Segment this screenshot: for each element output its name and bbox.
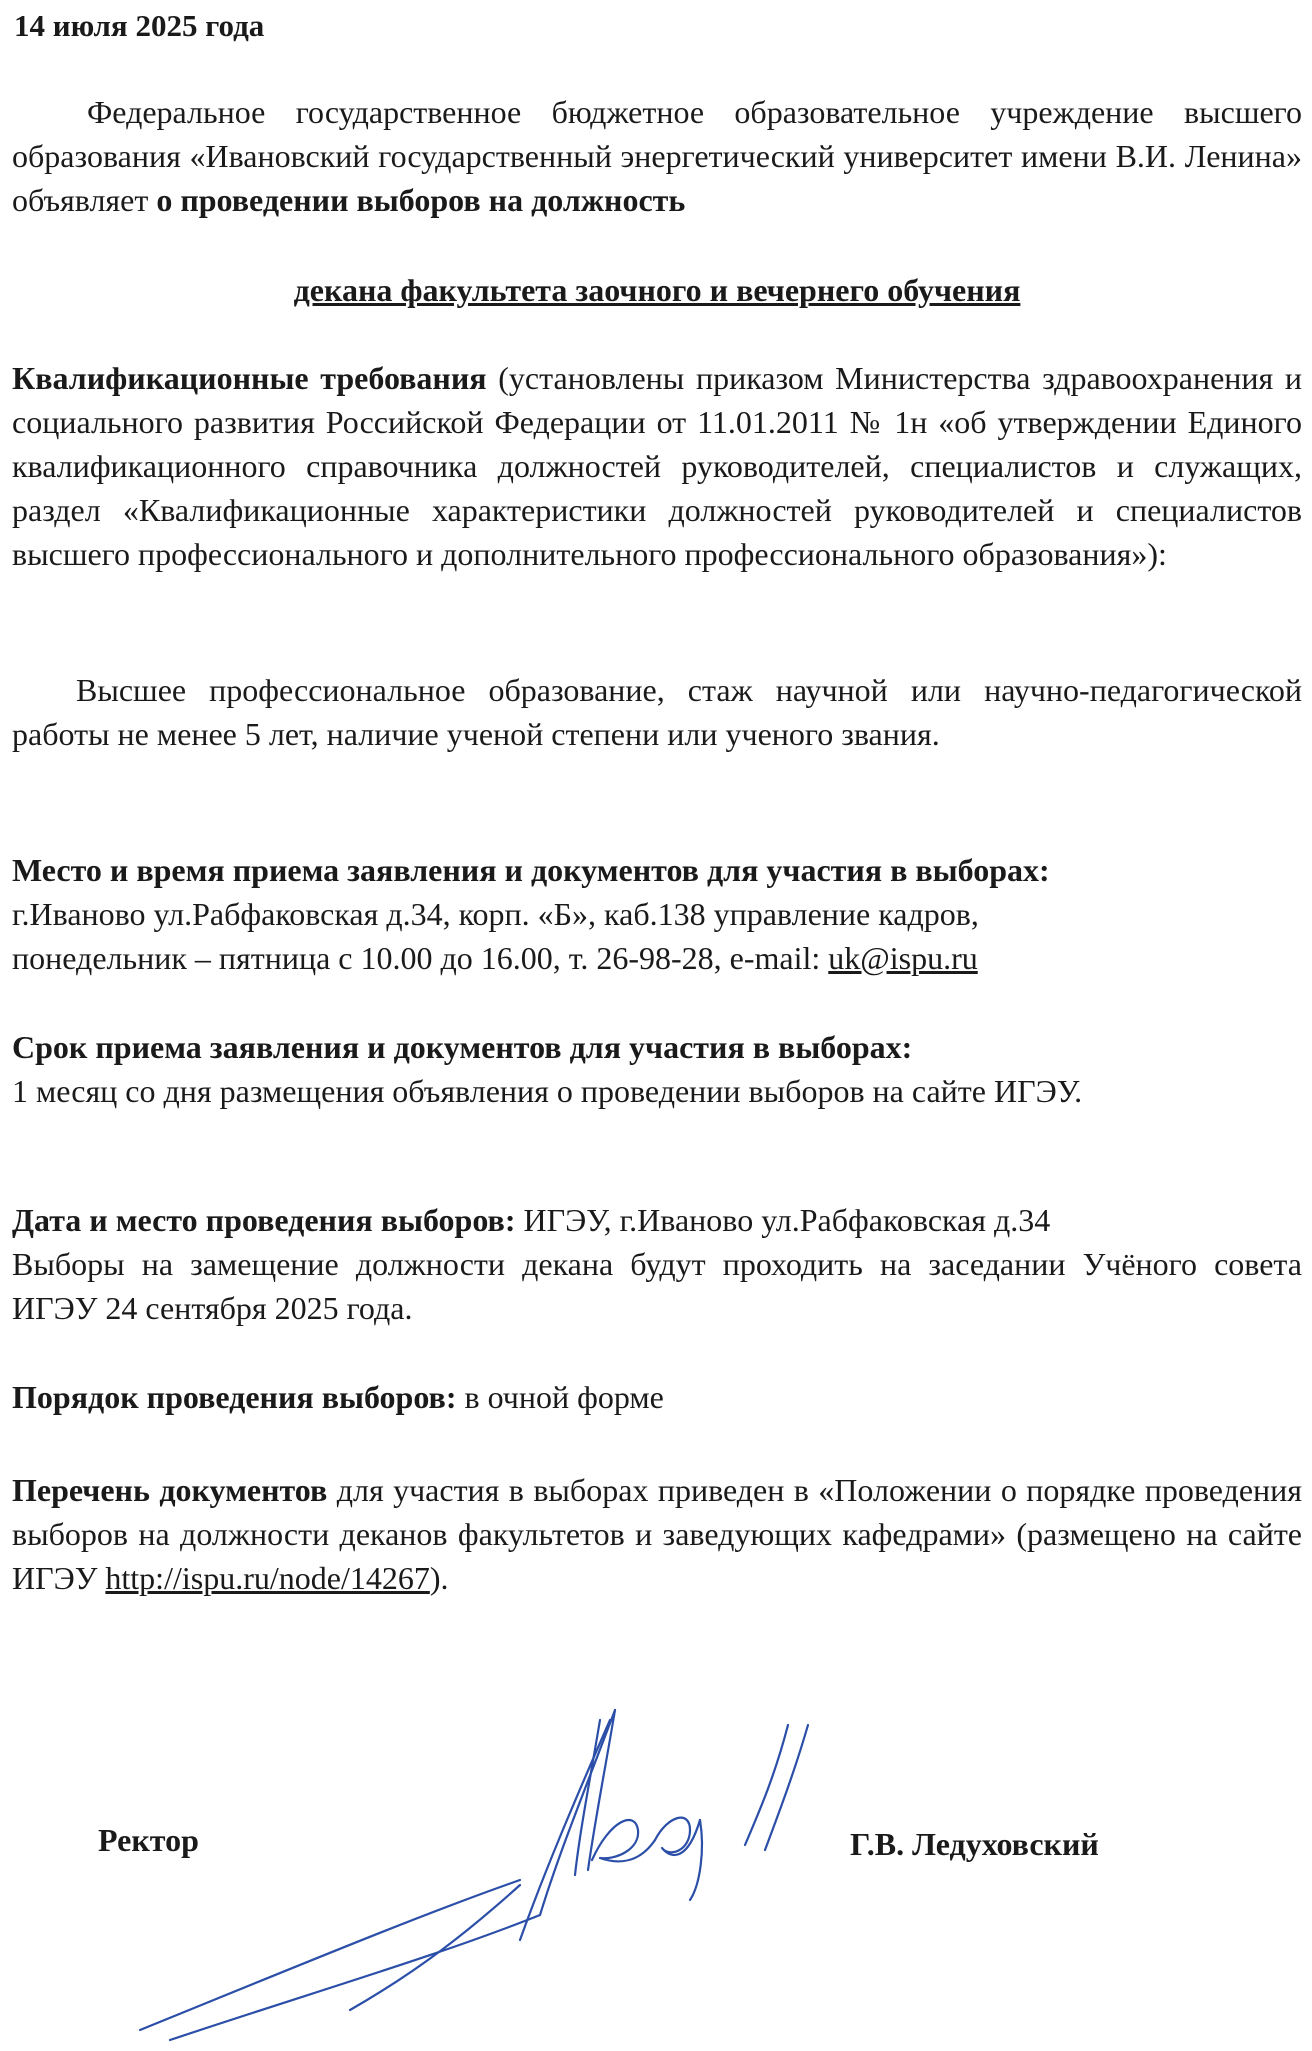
election-text: Выборы на замещение должности декана будут проходить на заседании Учёного совета ИГЭУ 24 сентября 2025 года. [12, 1246, 1302, 1326]
qualification-heading: Квалификационные требования [12, 360, 487, 396]
announcement-bold: о проведении выборов на должность [156, 182, 686, 218]
order-heading: Порядок проведения выборов: [12, 1379, 457, 1415]
place-time-line2: понедельник – пятница с 10.00 до 16.00, т. 26-98-28, e-mail: [12, 940, 829, 976]
election-heading: Дата и место проведения выборов: [12, 1202, 516, 1238]
announcement-paragraph [12, 90, 1302, 222]
qualification-text: (установлены приказом Министерства здравоохранения и социального развития Российской Федерации от 11.01.2011 № 1н «об утверждении Единого квалификационного справочника должностей руководителей, специалистов и служащих, раздел «Квалификационные характеристики должностей руководителей и специалистов высшего профессионального и дополнительного профессионального образования»): [12, 360, 1303, 572]
election-section [12, 1198, 1302, 1330]
term-section [12, 1025, 1302, 1113]
qualification-requirements: Высшее профессиональное образование, стаж научной или научно-педагогической работы не менее 5 лет, наличие ученой степени или ученого звания. [12, 672, 1302, 752]
place-time-heading: Место и время приема заявления и документов для участия в выборах: [12, 852, 1050, 888]
place-time-line1: г.Иваново ул.Рабфаковская д.34, корп. «Б», каб.138 управление кадров, [12, 896, 979, 932]
documents-link[interactable]: http://ispu.ru/node/14267 [105, 1560, 430, 1596]
qualification-paragraph [12, 356, 1302, 576]
term-text: 1 месяц со дня размещения объявления о проведении выборов на сайте ИГЭУ. [12, 1073, 1083, 1109]
handwritten-signature [0, 1700, 1312, 2051]
order-text: в очной форме [456, 1379, 664, 1415]
announcement-intro: Федеральное государственное бюджетное образовательное учреждение высшего образования «Ивановский государственный энергетический университет имени В.И. Ленина» объявляет [12, 94, 1302, 218]
document-date: 14 июля 2025 года [14, 8, 265, 43]
order-section [12, 1375, 1302, 1419]
documents-tail: ). [429, 1560, 449, 1596]
documents-section [12, 1468, 1302, 1600]
rector-title: Ректор [98, 1822, 199, 1858]
documents-text: для участия в выборах приведен в «Положении о порядке проведения выборов на должности деканов факультетов и заведующих кафедрами» (размещено на сайте ИГЭУ [12, 1472, 1302, 1596]
documents-heading: Перечень документов [12, 1472, 328, 1508]
position-title: декана факультета заочного и вечернего обучения [293, 272, 1021, 308]
place-time-section [12, 848, 1302, 980]
rector-name: Г.В. Ледуховский [850, 1826, 1099, 1862]
email-link[interactable]: uk@ispu.ru [828, 940, 978, 976]
election-place: ИГЭУ, г.Иваново ул.Рабфаковская д.34 [515, 1202, 1051, 1238]
term-heading: Срок приема заявления и документов для участия в выборах: [12, 1029, 913, 1065]
